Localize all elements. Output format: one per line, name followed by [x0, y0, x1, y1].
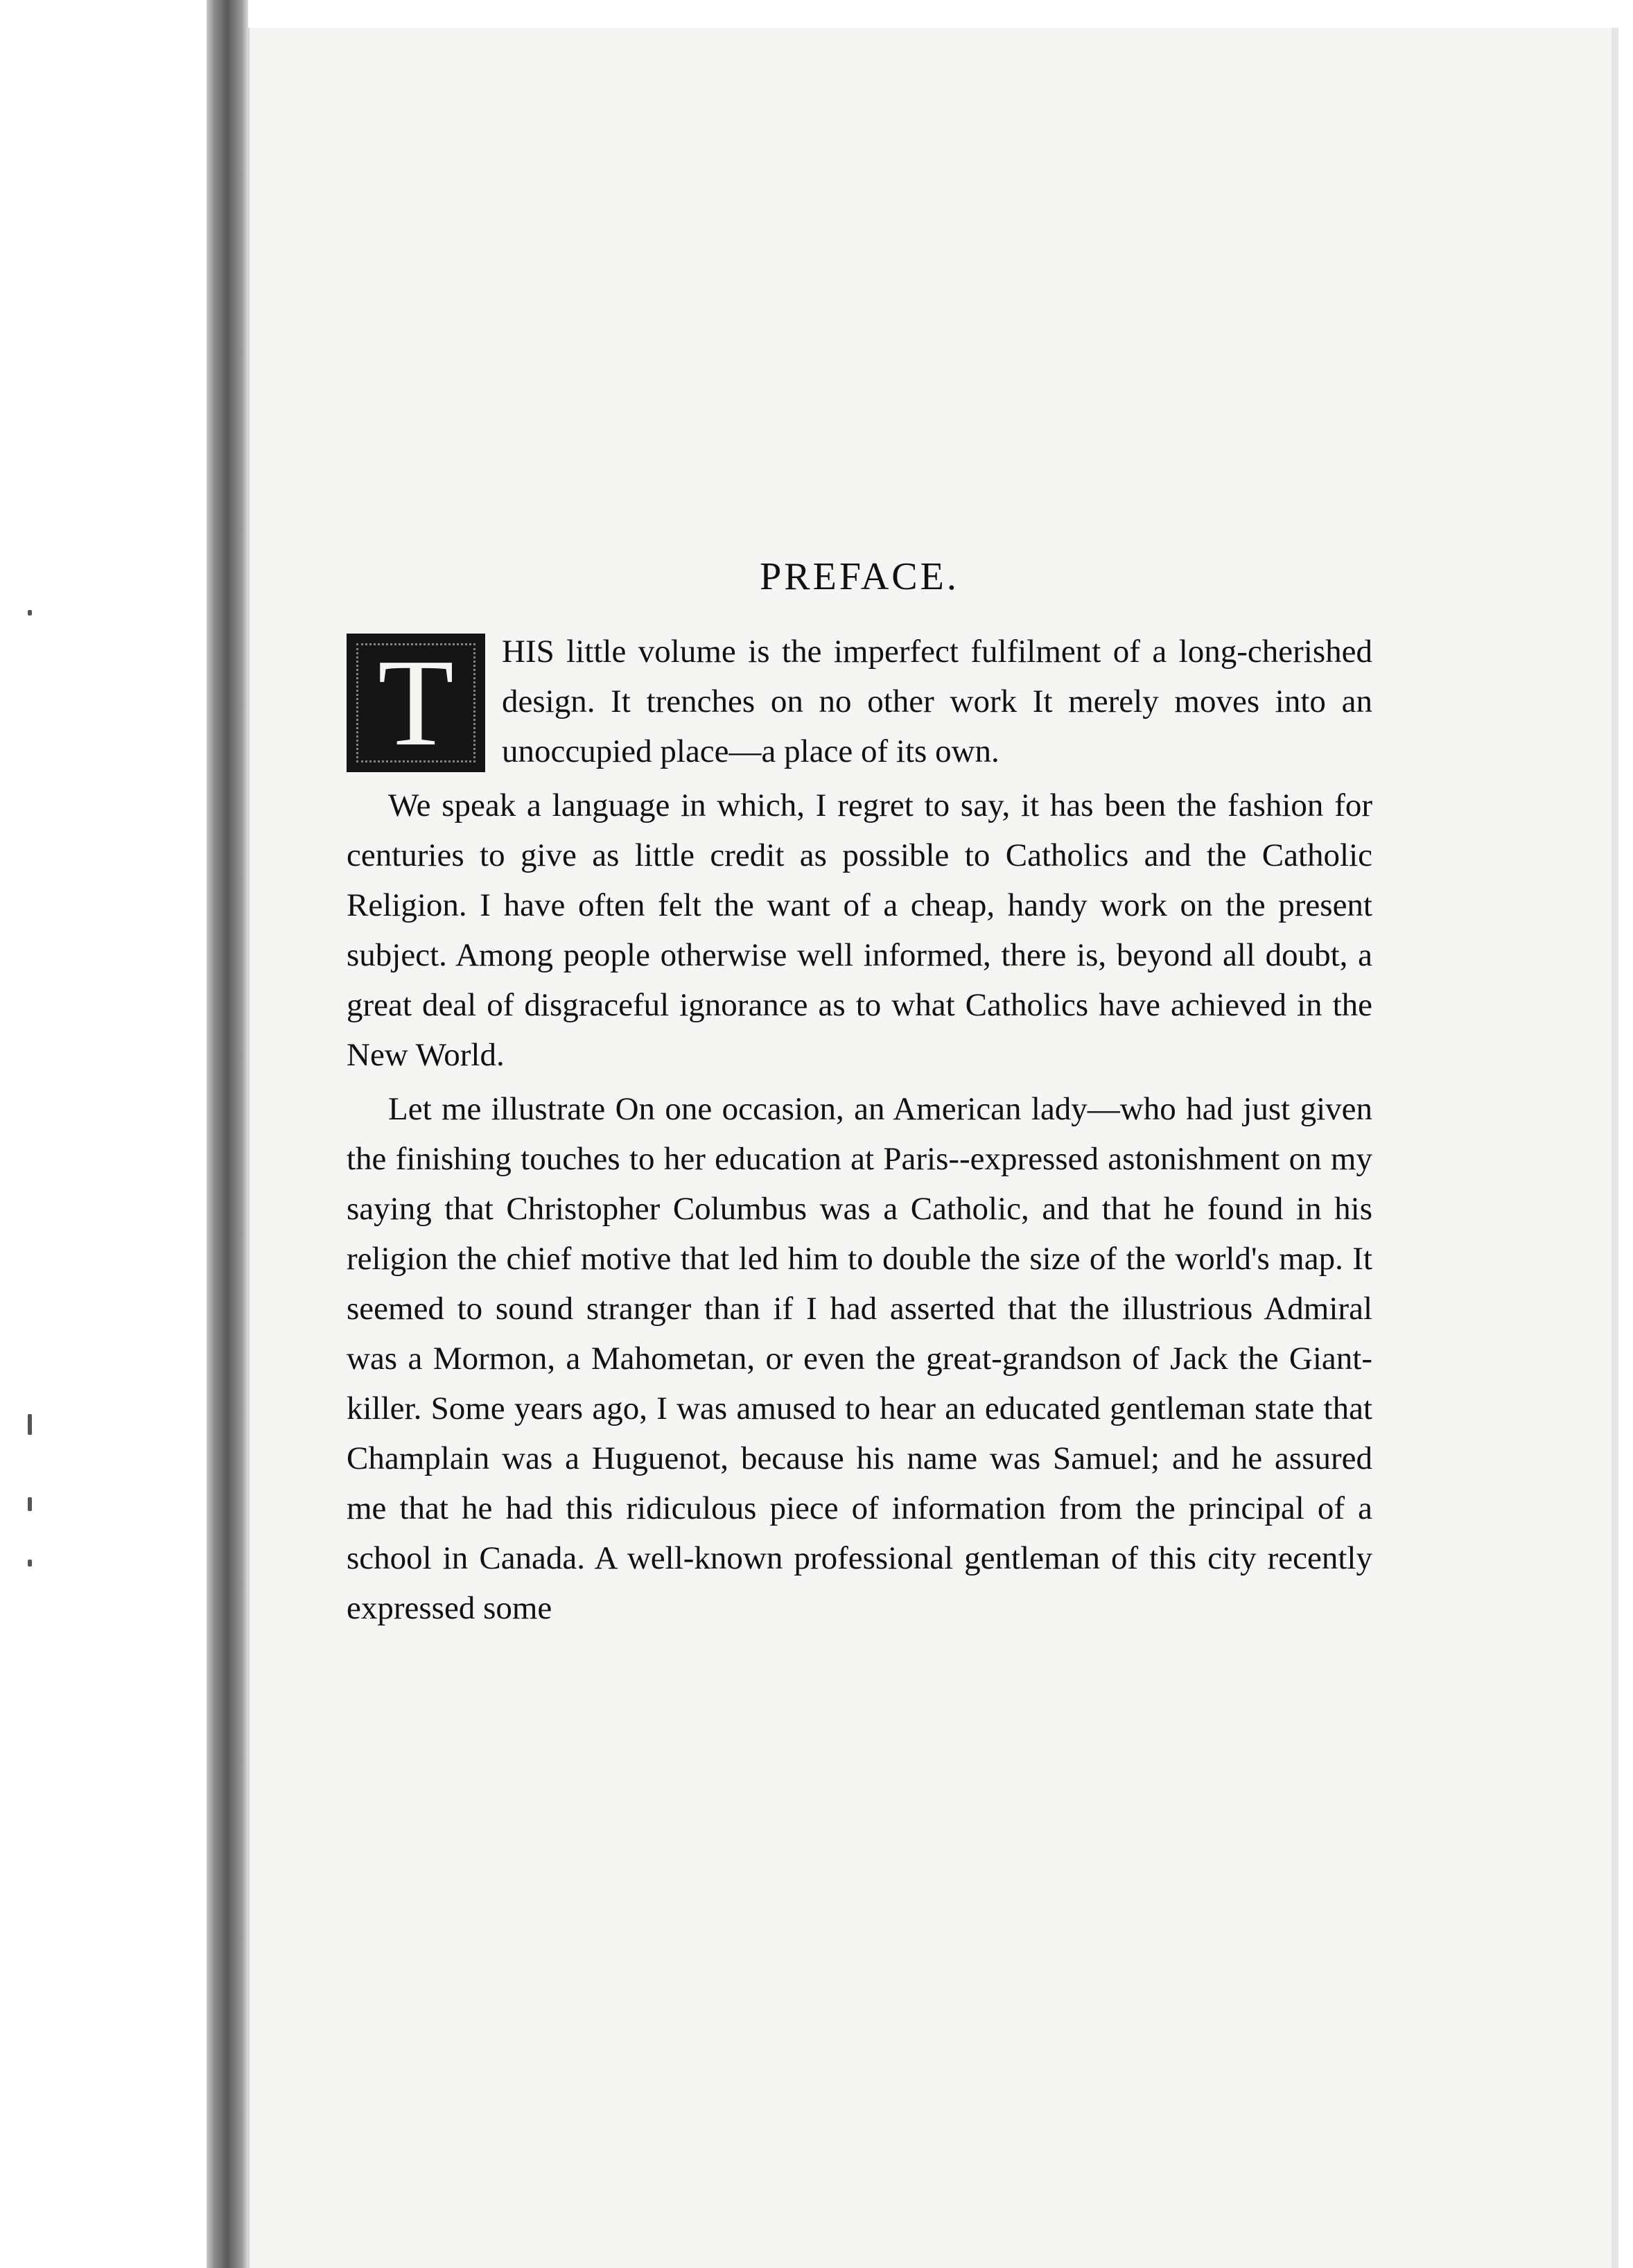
previous-page-margin	[0, 0, 208, 2268]
book-spine-shadow	[207, 0, 248, 2268]
margin-mark	[28, 1414, 32, 1435]
ornament-border	[356, 643, 475, 762]
paragraph-text: HIS little volume is the imperfect fulfilment of a long-cherished design. It trenches on no other work It merely moves into an unoccupied place—a place of its own.	[502, 634, 1372, 769]
drop-cap-initial	[347, 634, 485, 772]
paragraph-3: Let me illustrate On one occasion, an American lady—who had just given the finishing touches to her education at Paris--expressed astonishment on my saying that Christopher Columbus was a Catholic, and that he found in his religion the chief motive that led him to double the size of the world's map. It seemed to sound stranger than if I had asserted that the illustrious Admiral was a Mormon, a Mahometan, or even the great-grandson of Jack the Giant-killer. Some years ago, I was amused to hear an educated gentleman state that Champlain was a Huguenot, because his name was Samuel; and he assured me that he had this ridiculous piece of information from the principal of a school in Canada. A well-known professional gentleman of this city recently expressed some	[347, 1091, 1372, 1626]
margin-mark	[28, 1560, 32, 1567]
margin-mark	[28, 1497, 32, 1511]
paragraph-1	[347, 627, 1372, 776]
paragraph-2: We speak a language in which, I regret to say, it has been the fashion for centuries to give as little credit as possible to Catholics and the Catholic Religion. I have often felt the want of a cheap, handy work on the present subject. Among people otherwise well informed, there is, beyond all doubt, a great deal of disgraceful ignorance as to what Catholics have achieved in the New World.	[347, 787, 1372, 1073]
margin-mark	[28, 610, 32, 616]
page-title: PREFACE.	[760, 555, 959, 598]
page-edge	[1612, 28, 1618, 2268]
preface-text	[347, 555, 1372, 1637]
drop-cap-letter: T	[378, 634, 454, 771]
